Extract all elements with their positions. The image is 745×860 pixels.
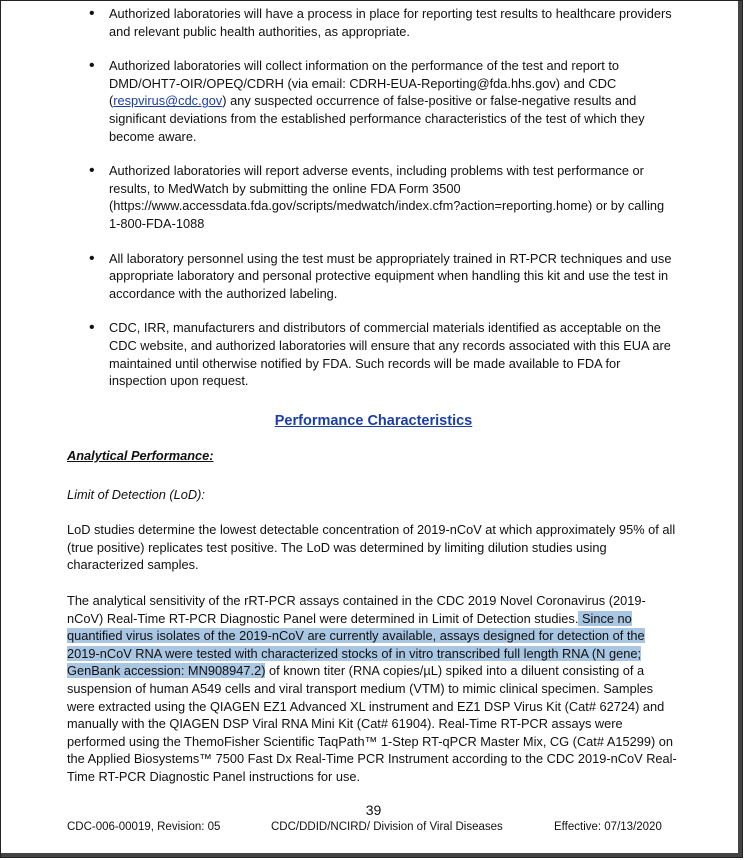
requirements-list <box>89 1 679 390</box>
page-number: 39 <box>365 802 382 818</box>
lod-paragraph: LoD studies determine the lowest detectable concentration of 2019-nCoV at which approximately 95% of all (true positive) replicates test positive. The LoD was determined by limiting dilution studies using characterized samples. <box>67 522 676 573</box>
sensitivity-paragraph: The analytical sensitivity of the rRT-PCR assays contained in the CDC 2019 Novel Coronavirus (2019-nCoV) Real-Time RT-PCR Diagnostic Panel were determined in Limit of Detection studies. Since no quantified virus isolates of the 2019-nCoV are currently available, assays designed for detection of the 2019-nCoV RNA were tested with characterized stocks of in vitro transcribed full length RNA (N gene; GenBank accession: MN908947.2) of known titer (RNA copies/µL) spiked into a diluent consisting of a suspension of human A549 cells and viral transport medium (VTM) to mimic clinical specimen. Samples were extracted using the QIAGEN EZ1 Advanced XL instrument and EZ1 DSP Virus Kit (Cat# 62724) and manually with the QIAGEN DSP Viral RNA Mini Kit (Cat# 61904). Real-Time RT-PCR assays were performed using the ThemoFisher Scientific TaqPath™ 1-Step RT-qPCR Master Mix, CG (Cat# A15299) on the Applied Biosystems™ 7500 Fast Dx Real-Time PCR Instrument according to the CDC 2019-nCoV Real-Time RT-PCR Diagnostic Panel instructions for use. <box>67 593 677 784</box>
analytical-performance-heading: Analytical Performance: <box>67 448 214 463</box>
list-item: • Authorized laboratories will have a process in place for reporting test results to healthcare providers and relevant public health authorities, as appropriate. <box>89 5 679 40</box>
list-item: • Authorized laboratories will report adverse events, including problems with test performance or results, to MedWatch by submitting the online FDA Form 3500 (https://www.accessdata.fda.gov/scripts/medwatch/index.cfm?action=reporting.home) or by calling 1-800-FDA-1088 <box>89 162 679 232</box>
list-item: • All laboratory personnel using the test must be appropriately trained in RT-PCR techniques and use appropriate laboratory and personal protective equipment when handling this kit and use the test in accordance with the authorized labeling. <box>89 250 679 303</box>
footer-effective-date: Effective: 07/13/2020 <box>554 821 662 833</box>
highlighted-text: Since no quantified virus isolates of the 2019-nCoV are currently available, assays designed for detection of the 2019-nCoV RNA were tested with characterized stocks of in vitro transcribed full length RNA (N gene; GenBank accession: MN908947.2) <box>67 610 645 679</box>
section-title[interactable]: Performance Characteristics <box>274 413 473 429</box>
list-item: • Authorized laboratories will collect information on the performance of the test and report to DMD/OHT7-OIR/OPEQ/CDRH (via email: CDRH-EUA-Reporting@fda.hhs.gov) and CDC (respvirus@cdc.gov) any suspected occurrence of false-positive or false-negative results and significant deviations from the established performance characteristics of the test of which they become aware. <box>89 57 679 145</box>
footer-doc-id: CDC-006-00019, Revision: 05 <box>67 821 221 833</box>
list-item: • CDC, IRR, manufacturers and distributors of commercial materials identified as acceptable on the CDC website, and authorized laboratories will ensure that any records associated with this EUA are maintained until otherwise notified by FDA. Such records will be made available to FDA for inspection upon request. <box>89 319 679 389</box>
lod-heading: Limit of Detection (LoD): <box>67 487 205 502</box>
footer-division: CDC/DDID/NCIRD/ Division of Viral Diseases <box>271 821 503 833</box>
email-link[interactable]: respvirus@cdc.gov <box>113 93 223 109</box>
